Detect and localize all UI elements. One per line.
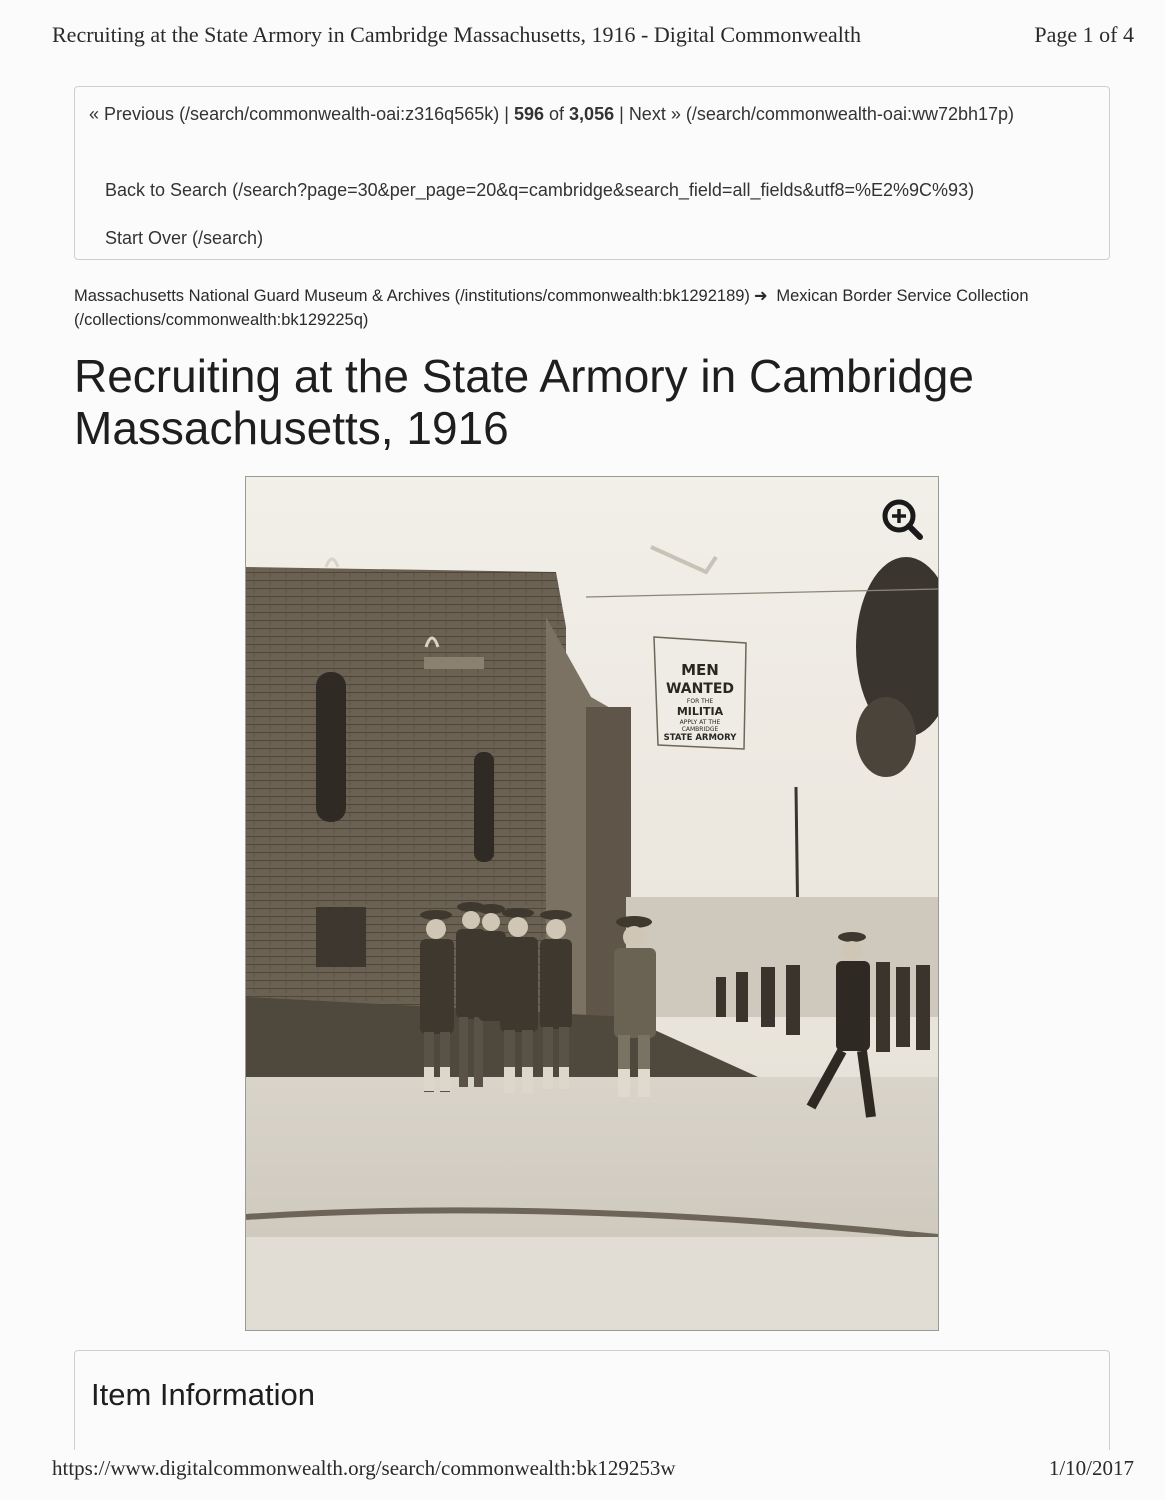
result-total: 3,056	[569, 104, 615, 124]
start-over-label: Start Over	[105, 228, 188, 248]
collection-url: (/collections/commonwealth:bk129225q)	[74, 311, 369, 329]
item-information-panel	[74, 1350, 1110, 1450]
search-pager-panel	[74, 86, 1110, 260]
zoom-in-button[interactable]	[882, 495, 928, 541]
breadcrumb-institution-link[interactable]	[74, 287, 750, 305]
start-over-url: (/search)	[192, 228, 264, 248]
previous-url: (/search/commonwealth-oai:z316q565k)	[179, 104, 500, 124]
back-to-search-label: Back to Search	[105, 180, 228, 200]
sign-line-7: STATE ARMORY	[663, 733, 737, 743]
page-title: Recruiting at the State Armory in Cambridge Massachusetts, 1916	[74, 350, 974, 454]
print-header-title: Recruiting at the State Armory in Cambridge Massachusetts, 1916 - Digital Commonwealth	[52, 22, 861, 47]
institution-label: Massachusetts National Guard Museum & Archives	[74, 287, 450, 305]
breadcrumb	[74, 284, 1114, 332]
arrow-right-icon: ➜	[753, 287, 768, 305]
start-over-row	[105, 225, 263, 251]
sign-line-3: FOR THE	[686, 698, 714, 705]
print-footer	[52, 1456, 1134, 1486]
pager-separator: |	[504, 104, 509, 124]
collection-label: Mexican Border Service Collection	[776, 287, 1029, 305]
start-over-link[interactable]	[105, 228, 263, 248]
pager-navigation	[89, 101, 1089, 127]
item-information-heading: Item Information	[91, 1377, 315, 1412]
next-url: (/search/commonwealth-oai:ww72bh17p)	[685, 104, 1015, 124]
result-position: 596	[513, 104, 544, 124]
previous-link[interactable]	[89, 104, 499, 124]
next-label: Next »	[628, 104, 681, 124]
sign-line-4: MILITIA	[676, 705, 724, 718]
print-footer-url: https://www.digitalcommonwealth.org/search/commonwealth:bk129253w	[52, 1456, 676, 1480]
sign-line-5: APPLY AT THE	[679, 719, 721, 726]
print-page-number: Page 1 of 4	[1034, 22, 1134, 47]
print-footer-date: 1/10/2017	[1048, 1456, 1134, 1480]
pager-separator: |	[619, 104, 624, 124]
sign-line-6: CAMBRIDGE	[681, 726, 719, 733]
print-header	[52, 22, 1134, 54]
back-to-search-link[interactable]	[105, 180, 974, 200]
next-link[interactable]	[629, 104, 1014, 124]
recruiting-sign	[654, 637, 746, 749]
sign-line-1: MEN	[681, 661, 719, 679]
back-to-search-row	[105, 177, 974, 203]
pager-of-word: of	[549, 104, 565, 124]
institution-url: (/institutions/commonwealth:bk1292189)	[454, 287, 750, 305]
item-photo[interactable]	[245, 476, 939, 1331]
previous-label: « Previous	[89, 104, 175, 124]
sign-line-2: WANTED	[665, 681, 735, 697]
historic-photograph	[246, 477, 938, 1330]
back-to-search-url: (/search?page=30&per_page=20&q=cambridge&search_field=all_fields&utf8=%E2%9C%93)	[232, 180, 975, 200]
